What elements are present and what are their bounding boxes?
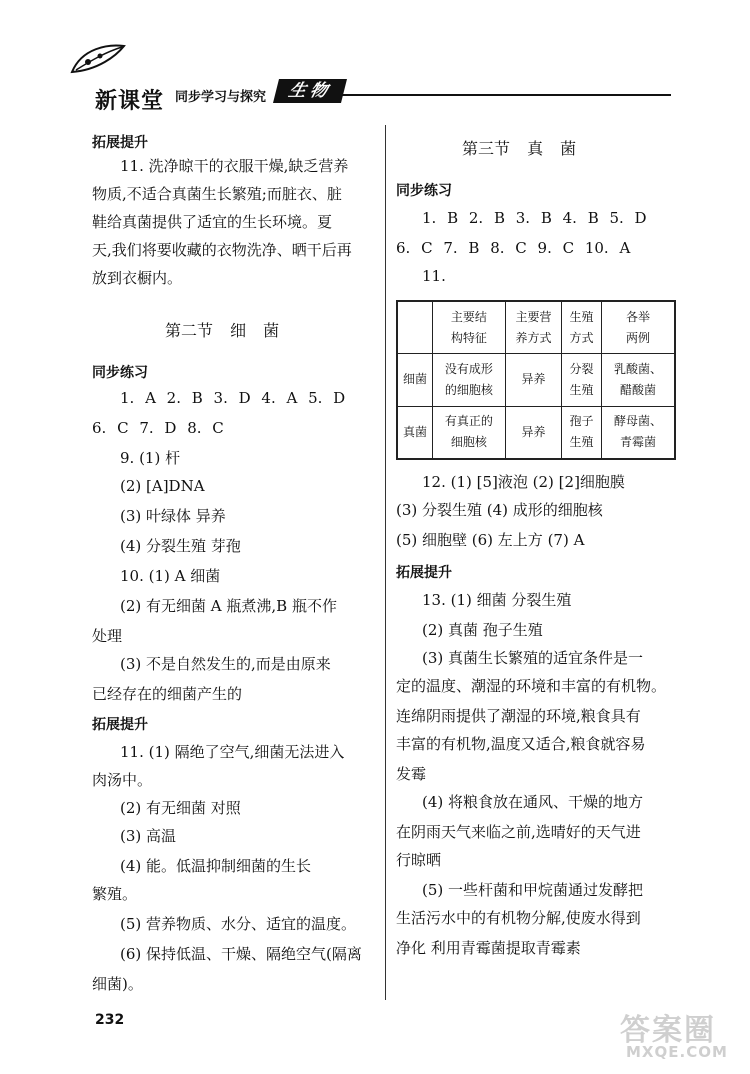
- series-title: 同步学习与探究: [175, 90, 267, 105]
- answer-line: (3) 高温: [120, 827, 177, 845]
- watermark-url: MXQE.COM: [626, 1043, 728, 1061]
- table-cell: 乳酸菌、 醋酸菌: [601, 354, 675, 406]
- answer-line: (3) 叶绿体 异养: [120, 507, 226, 525]
- table-row: [397, 301, 675, 354]
- section-heading-sync: 同步练习: [396, 183, 452, 199]
- answer-line: 肉汤中。: [92, 771, 153, 789]
- table-cell: 分裂 生殖: [562, 354, 602, 406]
- answer-line: 6. C 7. B 8. C 9. C 10. A: [396, 239, 631, 257]
- table-row: [397, 406, 675, 459]
- answer-line: 12. (1) [5]液泡 (2) [2]细胞膜: [422, 473, 625, 491]
- table-cell: [397, 301, 433, 354]
- answer-line: (5) 营养物质、水分、适宜的温度。: [120, 915, 357, 933]
- answer-line: 6. C 7. D 8. C: [92, 419, 224, 437]
- answer-line: (5) 一些杆菌和甲烷菌通过发酵把: [422, 881, 644, 899]
- section-heading-extension: 拓展提升: [92, 135, 148, 151]
- answer-line: (3) 分裂生殖 (4) 成形的细胞核: [396, 501, 603, 519]
- answer-line: 连绵阴雨提供了潮湿的环境,粮食具有: [396, 707, 641, 725]
- answer-line: 9. (1) 杆: [120, 449, 181, 467]
- answer-line: 11. (1) 隔绝了空气,细菌无法进入: [120, 743, 345, 761]
- answer-line: (2) 有无细菌 对照: [120, 799, 241, 817]
- column-divider: [385, 125, 386, 1000]
- table-row: [397, 354, 675, 406]
- table-cell: 孢子 生殖: [562, 406, 602, 459]
- watermark-text: 答案圈: [620, 1013, 716, 1048]
- answer-line: (4) 分裂生殖 芽孢: [120, 537, 241, 555]
- answer-line: 放到衣橱内。: [92, 269, 183, 287]
- table-cell: 酵母菌、 青霉菌: [601, 406, 675, 459]
- table-header: 主要营 养方式: [505, 301, 561, 354]
- answer-line: (6) 保持低温、干燥、隔绝空气(隔离: [120, 945, 362, 963]
- section-heading-extension: 拓展提升: [92, 717, 148, 733]
- table-cell: 异养: [505, 354, 561, 406]
- answer-line: 11. 洗净晾干的衣服干燥,缺乏营养: [120, 157, 349, 175]
- table-cell: 有真正的 细胞核: [433, 406, 506, 459]
- answer-line: 定的温度、潮湿的环境和丰富的有机物。: [396, 677, 667, 695]
- answer-line: 已经存在的细菌产生的: [92, 685, 243, 703]
- answer-line: 繁殖。: [92, 885, 138, 903]
- answer-line: 生活污水中的有机物分解,使废水得到: [396, 909, 641, 927]
- answer-line: 鞋给真菌提供了适宜的生长环境。夏: [92, 213, 333, 231]
- answer-line: 13. (1) 细菌 分裂生殖: [422, 591, 572, 609]
- table-header: 主要结 构特征: [433, 301, 506, 354]
- header-rule: [335, 94, 671, 96]
- answer-line: 发霉: [396, 765, 427, 783]
- answer-line: (3) 不是自然发生的,而是由原来: [120, 655, 331, 673]
- answer-line: (2) 有无细菌 A 瓶煮沸,B 瓶不作: [120, 597, 337, 615]
- answer-line: 行晾晒: [396, 851, 442, 869]
- answer-line: 细菌)。: [92, 975, 143, 993]
- answer-line: 丰富的有机物,温度又适合,粮食就容易: [396, 735, 646, 753]
- table-header: 各举 两例: [601, 301, 675, 354]
- section-title-fungi: 第三节 真 菌: [462, 139, 577, 158]
- subject-badge: 生物: [273, 79, 347, 103]
- answer-line: 物质,不适合真菌生长繁殖;而脏衣、脏: [92, 185, 342, 203]
- answer-line: (2) [A]DNA: [120, 477, 205, 495]
- table-cell: 真菌: [397, 406, 433, 459]
- watermark: [620, 1005, 740, 1065]
- answer-line: 1. A 2. B 3. D 4. A 5. D: [120, 389, 346, 407]
- answer-line: 10. (1) A 细菌: [120, 567, 221, 585]
- table-cell: 异养: [505, 406, 561, 459]
- section-heading-extension: 拓展提升: [396, 565, 452, 581]
- table-cell: 细菌: [397, 354, 433, 406]
- answer-line: (2) 真菌 孢子生殖: [422, 621, 543, 639]
- page-header: [0, 0, 750, 118]
- answer-line: (4) 能。低温抑制细菌的生长: [120, 857, 312, 875]
- section-heading-sync: 同步练习: [92, 365, 148, 381]
- answer-line: (4) 将粮食放在通风、干燥的地方: [422, 793, 644, 811]
- section-title-bacteria: 第二节 细 菌: [165, 321, 280, 340]
- answer-line: 处理: [92, 627, 123, 645]
- comparison-table: [396, 300, 676, 460]
- answer-line: (3) 真菌生长繁殖的适宜条件是一: [422, 649, 644, 667]
- answer-line: 1. B 2. B 3. B 4. B 5. D: [422, 209, 647, 227]
- answer-line: (5) 细胞壁 (6) 左上方 (7) A: [396, 531, 585, 549]
- page-number: 232: [95, 1012, 125, 1028]
- answer-line: 11.: [422, 267, 446, 285]
- table-header: 生殖 方式: [562, 301, 602, 354]
- answer-line: 天,我们将要收藏的衣物洗净、晒干后再: [92, 241, 352, 259]
- leaf-logo-icon: [68, 42, 128, 76]
- table-cell: 没有成形 的细胞核: [433, 354, 506, 406]
- brand-title: 新课堂: [95, 89, 165, 114]
- answer-line: 在阴雨天气来临之前,选晴好的天气进: [396, 823, 641, 841]
- answer-line: 净化 利用青霉菌提取青霉素: [396, 939, 581, 957]
